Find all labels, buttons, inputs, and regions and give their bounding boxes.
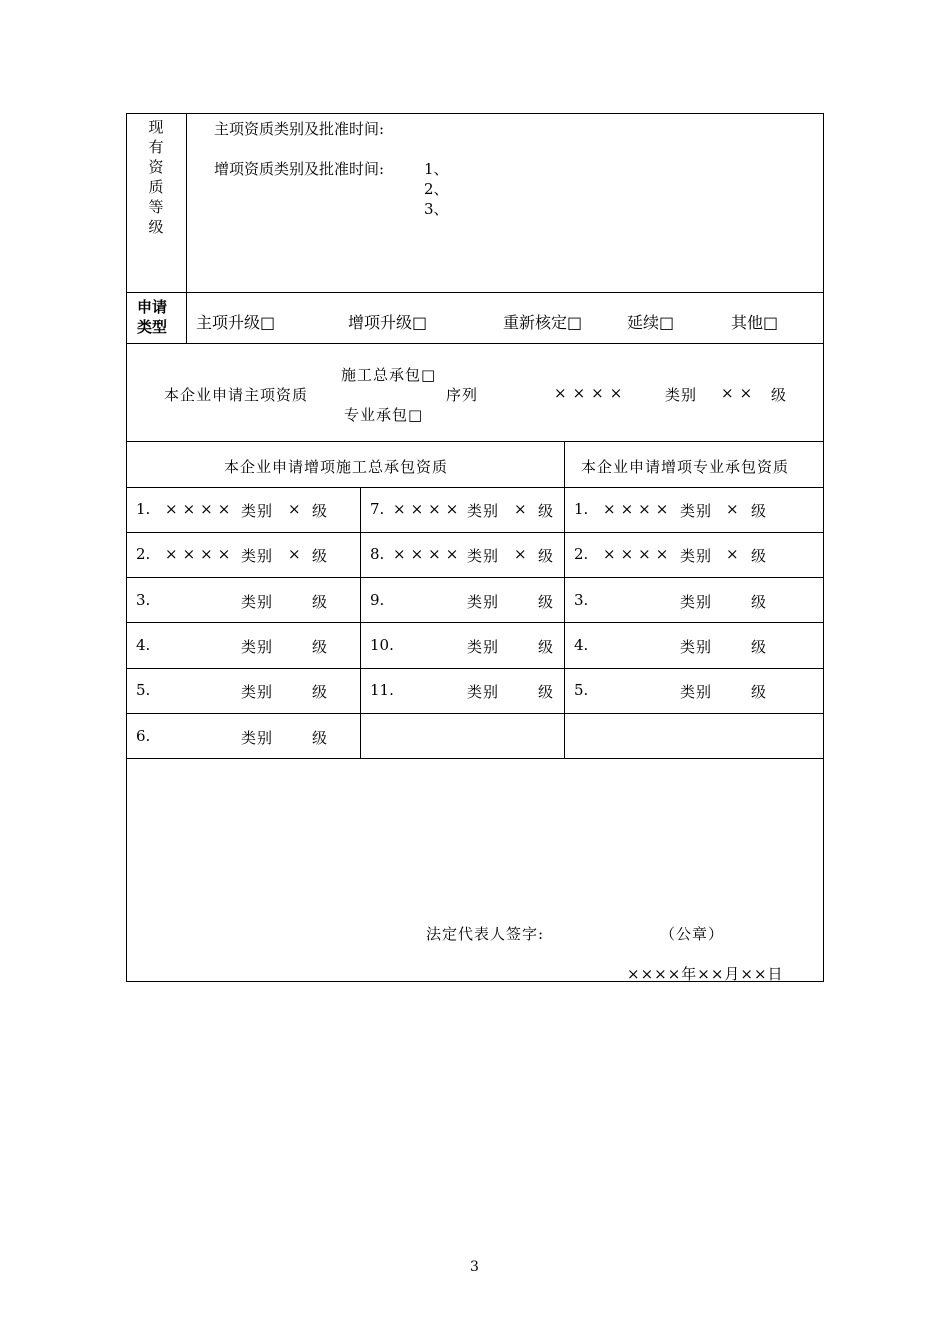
grade-value: ××: [721, 384, 759, 402]
row-divider: [126, 577, 824, 578]
grid-column-divider: [564, 487, 565, 758]
grid-cell-num: 4.: [136, 636, 151, 654]
grid-cell-num: 2.: [574, 545, 589, 563]
grid-cell-cat: 类别: [467, 593, 500, 611]
grid-cell-g: ×: [726, 500, 739, 518]
apply-type-label-line2: 类型: [137, 318, 168, 336]
grid-cell-lv: 级: [751, 502, 767, 520]
grid-cell-val: ××××: [603, 545, 674, 563]
grid-cell-num: 1.: [136, 500, 151, 518]
grid-cell-cat: 类别: [467, 547, 500, 565]
row-divider: [126, 713, 824, 714]
row-divider: [126, 758, 824, 759]
grid-cell-lv: 级: [312, 638, 328, 656]
option-specialty-contracting[interactable]: 专业承包□: [344, 406, 424, 424]
header-additional-general: 本企业申请增项施工总承包资质: [224, 458, 449, 476]
grid-cell-lv: 级: [751, 547, 767, 565]
grid-cell-g: ×: [726, 545, 739, 563]
additional-item-2: 2、: [424, 180, 449, 198]
category-label: 类别: [665, 386, 698, 404]
grid-cell-cat: 类别: [467, 638, 500, 656]
grid-cell-num: 5.: [574, 681, 589, 699]
grid-cell-lv: 级: [538, 502, 554, 520]
grid-cell-lv: 级: [312, 683, 328, 701]
grid-cell-lv: 级: [312, 547, 328, 565]
sequence-label: 序列: [446, 386, 479, 404]
row-divider: [126, 343, 824, 344]
grid-cell-num: 11.: [370, 681, 394, 699]
grid-cell-g: ×: [514, 500, 527, 518]
apply-option-add-upgrade[interactable]: 增项升级□: [348, 313, 428, 332]
grid-cell-num: 8.: [370, 545, 385, 563]
grid-cell-val: ××××: [603, 500, 674, 518]
legal-representative-signature-label: 法定代表人签字:: [426, 925, 545, 943]
apply-option-other[interactable]: 其他□: [731, 313, 779, 332]
existing-qualification-label: 现 有 资 质 等 级: [148, 118, 164, 236]
grid-cell-num: 3.: [136, 591, 151, 609]
grid-cell-lv: 级: [751, 593, 767, 611]
row-divider: [126, 441, 824, 442]
grid-cell-num: 5.: [136, 681, 151, 699]
grid-cell-lv: 级: [538, 638, 554, 656]
grid-cell-num: 6.: [136, 727, 151, 745]
grid-cell-val: ××××: [393, 545, 464, 563]
grid-cell-g: ×: [514, 545, 527, 563]
apply-option-main-upgrade[interactable]: 主项升级□: [196, 313, 276, 332]
header-column-divider: [564, 441, 565, 487]
grid-cell-lv: 级: [312, 729, 328, 747]
main-apply-prefix: 本企业申请主项资质: [164, 386, 309, 404]
grid-cell-cat: 类别: [467, 683, 500, 701]
official-seal-label: （公章）: [660, 925, 725, 943]
grid-cell-val: ××××: [393, 500, 464, 518]
grid-cell-cat: 类别: [680, 547, 713, 565]
grid-cell-cat: 类别: [241, 502, 274, 520]
grid-cell-num: 1.: [574, 500, 589, 518]
grid-cell-lv: 级: [751, 683, 767, 701]
additional-item-1: 1、: [424, 160, 449, 178]
apply-type-label-line1: 申请: [137, 298, 168, 316]
grid-cell-cat: 类别: [241, 547, 274, 565]
grid-cell-cat: 类别: [680, 593, 713, 611]
row-divider: [126, 292, 824, 293]
grid-cell-lv: 级: [312, 593, 328, 611]
grid-cell-num: 10.: [370, 636, 394, 654]
grid-cell-cat: 类别: [680, 502, 713, 520]
row-divider: [126, 668, 824, 669]
grid-cell-lv: 级: [538, 547, 554, 565]
row-divider: [126, 622, 824, 623]
grid-cell-num: 9.: [370, 591, 385, 609]
grid-cell-cat: 类别: [680, 683, 713, 701]
grid-cell-cat: 类别: [467, 502, 500, 520]
grid-cell-cat: 类别: [680, 638, 713, 656]
grid-cell-cat: 类别: [241, 683, 274, 701]
label-column-divider: [186, 113, 187, 343]
additional-item-3: 3、: [424, 200, 449, 218]
grid-cell-lv: 级: [538, 683, 554, 701]
grid-column-divider: [360, 487, 361, 758]
signature-date: ××××年××月××日: [627, 965, 784, 983]
grid-cell-lv: 级: [312, 502, 328, 520]
grid-cell-lv: 级: [751, 638, 767, 656]
apply-option-reassess[interactable]: 重新核定□: [503, 313, 583, 332]
grid-cell-cat: 类别: [241, 593, 274, 611]
grid-cell-cat: 类别: [241, 729, 274, 747]
grid-cell-num: 4.: [574, 636, 589, 654]
apply-option-extend[interactable]: 延续□: [627, 313, 675, 332]
page-number: 3: [470, 1259, 479, 1275]
grid-cell-cat: 类别: [241, 638, 274, 656]
grid-cell-num: 2.: [136, 545, 151, 563]
header-additional-specialty: 本企业申请增项专业承包资质: [581, 458, 790, 476]
grid-cell-lv: 级: [538, 593, 554, 611]
option-general-contracting[interactable]: 施工总承包□: [341, 366, 437, 384]
row-divider: [126, 532, 824, 533]
grid-cell-val: ××××: [165, 545, 236, 563]
grade-label: 级: [771, 386, 787, 404]
row-divider: [126, 487, 824, 488]
grid-cell-num: 7.: [370, 500, 385, 518]
grid-cell-num: 3.: [574, 591, 589, 609]
sequence-value: ××××: [554, 384, 629, 402]
grid-cell-g: ×: [288, 500, 301, 518]
grid-cell-val: ××××: [165, 500, 236, 518]
grid-cell-g: ×: [288, 545, 301, 563]
main-qualification-line: 主项资质类别及批准时间:: [214, 120, 385, 138]
additional-qualification-line: 增项资质类别及批准时间:: [214, 160, 385, 178]
